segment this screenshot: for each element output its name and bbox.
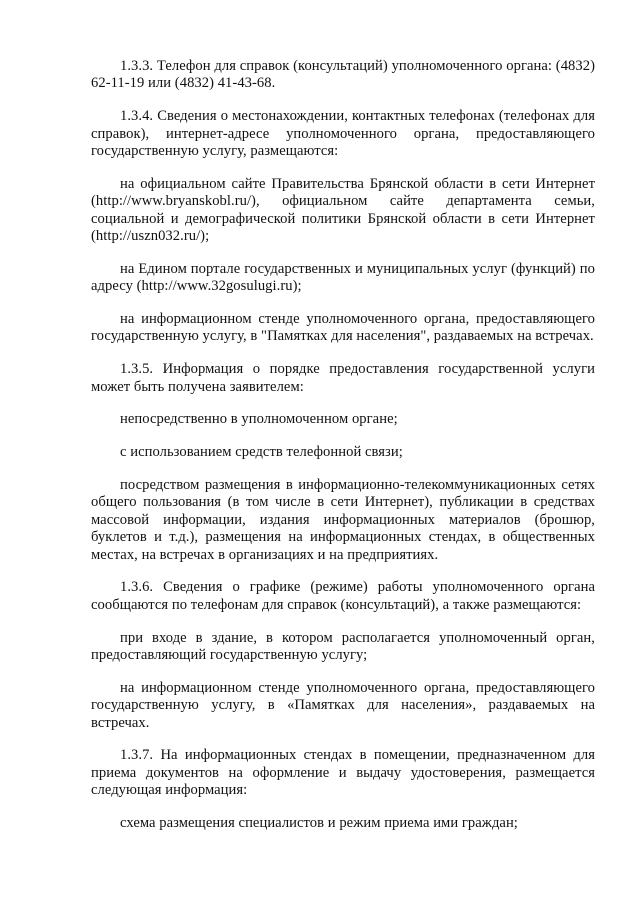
paragraph-1-3-5-info-procedure: 1.3.5. Информация о порядке предоставления государственной услуги может быть получена заявителем: [91,361,595,395]
paragraph-staff-layout: схема размещения специалистов и режим приема ими граждан; [120,815,518,832]
paragraph-info-stand-memos: на информационном стенде уполномоченного органа, предоставляющего государственную услугу, в «Памятках для населения», раздаваемых на встречах. [91,679,595,731]
paragraph-1-3-4-contact-info: 1.3.4. Сведения о местонахождении, контактных телефонах (телефонах для справок), интернет-адресе уполномоченного органа, предоставляющего государственную услугу, размещаются: [91,108,595,160]
paragraph-1-3-6-schedule: 1.3.6. Сведения о графике (режиме) работы уполномоченного органа сообщаются по телефонам для справок (консультаций), а также размещаются: [91,579,595,613]
paragraph-publication-means: посредством размещения в информационно-телекоммуникационных сетях общего пользования (в том числе в сети Интернет), публикации в средствах массовой информации, издания информационных материалов (брошюр, буклетов и т.д.), размещения на информационных стендах, в общественных местах, на встречах в организациях и на предприятиях. [91,477,595,563]
paragraph-1-3-7-info-stands: 1.3.7. На информационных стендах в помещении, предназначенном для приема документов на оформление и выдачу удостоверения, размещается следующая информация: [91,747,595,799]
paragraph-directly-in-authority: непосредственно в уполномоченном органе; [120,411,398,428]
paragraph-info-stand: на информационном стенде уполномоченного органа, предоставляющего государственную услугу, в "Памятках для населения", раздаваемых на встречах. [91,311,595,345]
paragraph-unified-portal: на Едином портале государственных и муниципальных услуг (функций) по адресу (http://www.32gosulugi.ru); [91,260,595,295]
paragraph-1-3-3-phone: 1.3.3. Телефон для справок (консультаций) уполномоченного органа: (4832) 62-11-19 или (4832) 41-43-68. [91,58,595,92]
document-page [91,58,595,848]
paragraph-telephone: с использованием средств телефонной связи; [120,444,403,461]
paragraph-building-entrance: при входе в здание, в котором располагается уполномоченный орган, предоставляющий государственную услугу; [91,629,595,664]
paragraph-official-websites: на официальном сайте Правительства Брянской области в сети Интернет (http://www.bryanskobl.ru/), официальном сайте департамента семьи, социальной и демографической политики Брянской области в сети Интернет (http://uszn032.ru/); [91,175,595,245]
